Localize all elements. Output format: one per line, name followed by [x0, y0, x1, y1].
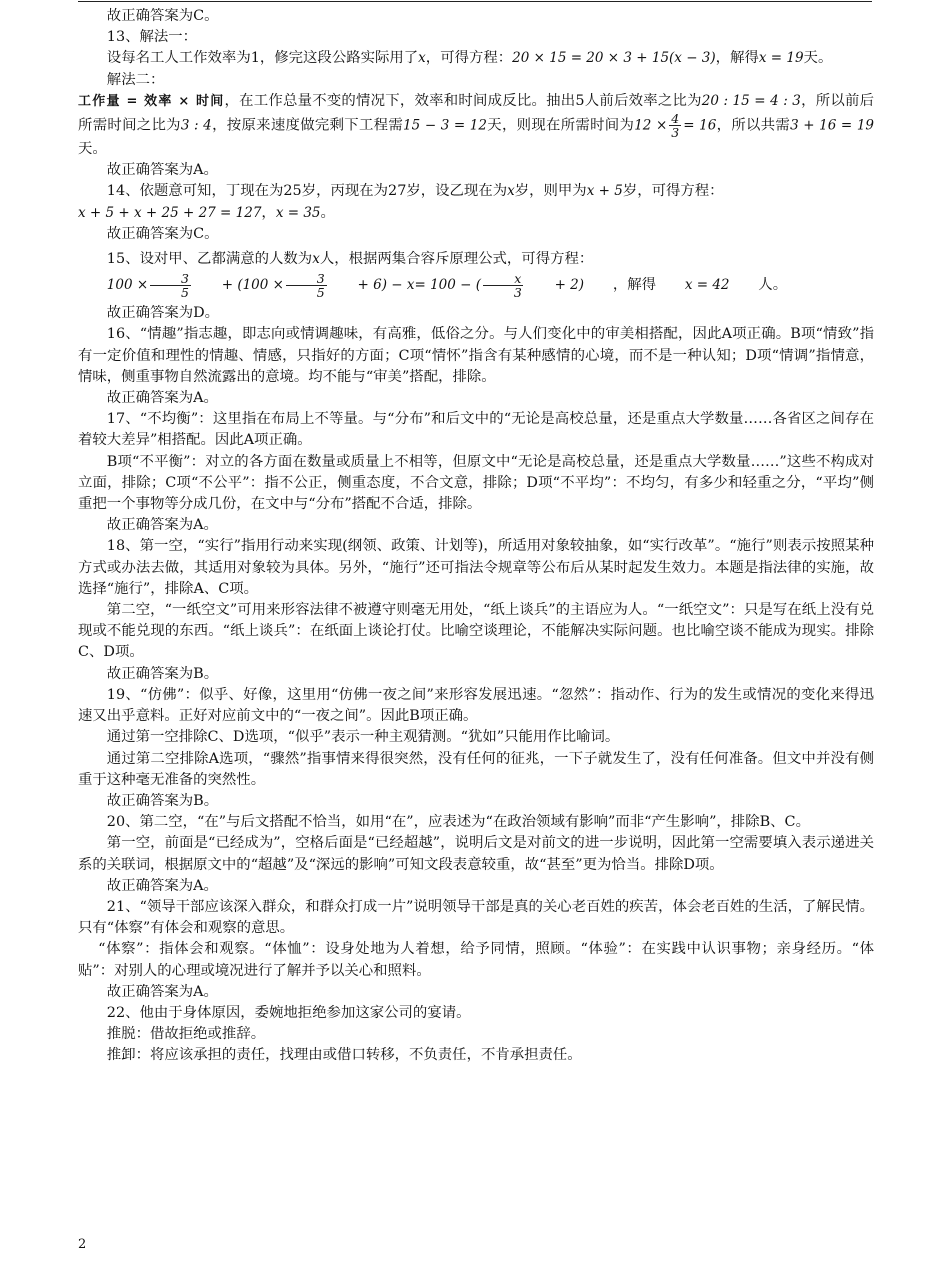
fraction: $\frac{x}{3}$	[483, 272, 524, 299]
q22-text-3: 推卸：将应该承担的责任，找理由或借口转移，不负责任，不肯承担责任。	[106, 1047, 582, 1064]
q13-heading-2: 解法二：	[106, 71, 165, 88]
q20-text-1: 20、第二空，“在”与后文搭配不恰当，如用“在”，应表述为“在政治领域有影响”而非“产生影响”，排除B、C。	[106, 814, 810, 831]
q13-solution-2: 工作量 = 效率 × 时间，在工作总量不变的情况下，效率和时间成反比。抽出5人前后效率之比为20 : 15 = 4 : 3，所以前后所需时间之比为3 : 4，按原来速度做完剩下工程需15 − 3 = 12天，则现在所需时间为12 × $\frac{4}{3}$ = 16，所以共需3 + 16 = 19天。	[78, 92, 875, 158]
answer-15: 故正确答案为D。	[106, 305, 220, 322]
fraction: $\frac{4}{3}$	[671, 111, 680, 141]
q13-heading: 13、解法一：	[106, 29, 198, 46]
answer-16: 故正确答案为A。	[106, 390, 218, 407]
q15-text: 15、设对甲、乙都满意的人数为x人，根据两集合容斥原理公式，可得方程：	[106, 251, 594, 268]
q14-text: 14、依题意可知，丁现在为25岁，丙现在为27岁，设乙现在为x岁，则甲为x + 5岁，可得方程：	[106, 183, 724, 200]
q17-text-2: B项“不平衡”：对立的各方面在数量或质量上不相等，但原文中“无论是高校总量，还是重点大学数量……”这些不构成对立面，排除；C项“不公平”：指不公正，侧重态度，不合文意，排除；D项“不平均”：不均匀，有多少和轻重之分，“平均”侧重把一个事物等分成几份，在文中与“分布”搭配不合适，排除。	[78, 453, 874, 513]
q18-text-2: 第二空，“一纸空文”可用来形容法律不被遵守则毫无用处，“纸上谈兵”的主语应为人。“一纸空文”：只是写在纸上没有兑现或不能兑现的东西。“纸上谈兵”：在纸面上谈论打仗。比喻空谈理论，不能解决实际问题。也比喻空谈不能成为现实。排除C、D项。	[78, 602, 874, 661]
q22-text-2: 推脱：借故拒绝或推辞。	[106, 1026, 266, 1043]
answer-18: 故正确答案为B。	[106, 665, 219, 682]
q14-equation: x + 5 + x + 25 + 27 = 127，x = 35。	[78, 204, 335, 221]
answer-20: 故正确答案为A。	[106, 877, 218, 894]
header-rule	[78, 1, 872, 2]
answer-21: 故正确答案为A。	[106, 983, 218, 1000]
equation: 20 × 15 = 20 × 3 + 15(x − 3)	[512, 50, 716, 67]
q13-solution-1: 设每名工人工作效率为1，修完这段公路实际用了x，可得方程：20 × 15 = 20 × 3 + 15(x − 3)，解得x = 19天。	[106, 50, 833, 67]
q21-text-1: 21、“领导干部应该深入群众，和群众打成一片”说明领导干部是真的关心老百姓的疾苦，体会老百姓的生活，了解民情。只有“体察”有体会和观察的意思。	[78, 898, 874, 937]
answer-14: 故正确答案为C。	[106, 225, 219, 242]
formula: 工作量 = 效率 × 时间	[78, 93, 225, 109]
solution: x = 19	[758, 50, 804, 67]
answer-19: 故正确答案为B。	[106, 792, 219, 809]
answer-12: 故正确答案为C。	[106, 8, 219, 24]
q18-text-1: 18、第一空，“实行”指用行动来实现(纲领、政策、计划等)，所适用对象较抽象，如“实行改革”。“施行”则表示按照某种方式或办法去做，其适用对象较为具体。另外，“施行”还可指法令规章等公布后从某时起发生效力。本题是指法律的实施，故选择“施行”，排除A、C项。	[78, 538, 874, 597]
q15-equation: 100 × $\frac{3}{5}$ + (100 × $\frac{3}{5}$ + 6) − x= 100 − ( $\frac{x}{3}$ + 2) ，解得 x = 42 人。	[106, 271, 788, 301]
q19-text-2: 通过第一空排除C、D选项，“似乎”表示一种主观猜测。“犹如”只能用作比喻词。	[106, 729, 620, 746]
q17-text-1: 17、“不均衡”：这里指在布局上不等量。与“分布”和后文中的“无论是高校总量，还是重点大学数量……各省区之间存在着较大差异”相搭配。因此A项正确。	[78, 411, 874, 449]
fraction: $\frac{3}{5}$	[150, 272, 191, 299]
page-number: 2	[78, 1237, 87, 1252]
fraction: $\frac{3}{5}$	[286, 272, 327, 299]
q22-text-1: 22、他由于身体原因，委婉地拒绝参加这家公司的宴请。	[106, 1004, 471, 1021]
answer-13: 故正确答案为A。	[106, 162, 218, 179]
q19-text-3: 通过第二空排除A选项，“骤然”指事情来得很突然，没有任何的征兆，一下子就发生了，没有任何准备。但文中并没有侧重于这种毫无准备的突然性。	[78, 750, 874, 788]
q21-text-2: “体察”：指体会和观察。“体恤”：设身处地为人着想，给予同情，照顾。“体验”：在实践中认识事物；亲身经历。“体贴”：对别人的心理或境况进行了解并予以关心和照料。	[78, 941, 874, 979]
answer-17: 故正确答案为A。	[106, 517, 218, 534]
q16-text: 16、“情趣”指志趣，即志向或情调趣味，有高雅，低俗之分。与人们变化中的审美相搭配，因此A项正确。B项“情致”指有一定价值和理性的情趣、情感，只指好的方面；C项“情怀”指含有某种感情的心境，而不是一种认知；D项“情调”指情意，情味，侧重事物自然流露出的意境。均不能与“审美”搭配，排除。	[78, 326, 874, 385]
document-body	[78, 6, 874, 1067]
q19-text-1: 19、“仿佛”：似乎、好像，这里用“仿佛一夜之间”来形容发展迅速。“忽然”：指动作、行为的发生或情况的变化来得迅速又出乎意料。正好对应前文中的“一夜之间”。因此B项正确。	[78, 686, 874, 725]
q20-text-2: 第一空，前面是“已经成为”，空格后面是“已经超越”，说明后文是对前文的进一步说明，因此第一空需要填入表示递进关系的关联词，根据原文中的“超越”及“深远的影响”可知文段表意较重，故“甚至”更为恰当。排除D项。	[78, 835, 874, 873]
